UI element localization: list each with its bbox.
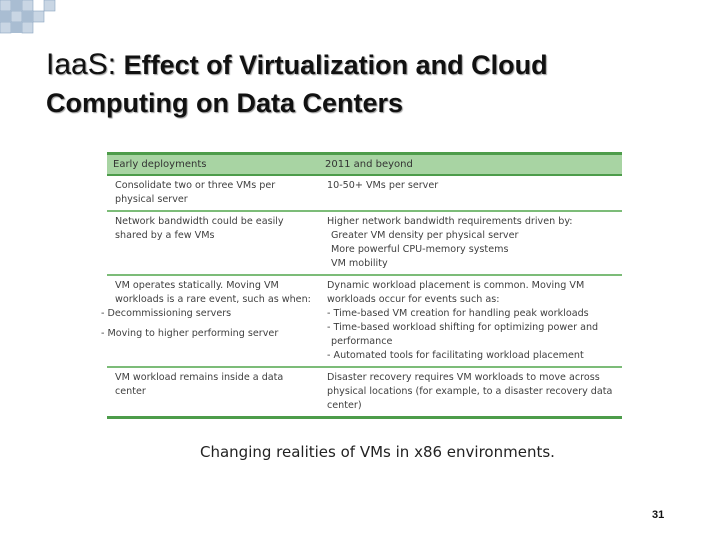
figure-caption: Changing realities of VMs in x86 environments. — [200, 443, 555, 461]
title-line2: Computing on Data Centers — [46, 88, 404, 118]
cell-text: center) — [327, 400, 362, 411]
cell-subitem: VM mobility — [331, 258, 388, 269]
header-early-deployments: Early deployments — [107, 154, 319, 176]
table-cell-left — [107, 367, 319, 418]
cell-bullet: - Automated tools for facilitating workload placement — [327, 350, 584, 361]
cell-bullet: - Decommissioning servers — [101, 308, 232, 319]
cell-text: 10-50+ VMs per server — [327, 180, 439, 191]
cell-text: Disaster recovery requires VM workloads to move across — [327, 372, 600, 383]
table-cell-right — [319, 211, 622, 275]
cell-text: physical locations (for example, to a disaster recovery data — [327, 386, 613, 397]
table-cell-left — [101, 275, 319, 367]
table-cell-left — [107, 211, 319, 275]
table-row — [107, 367, 622, 418]
slide-title — [46, 46, 706, 122]
cell-subitem: More powerful CPU-memory systems — [331, 244, 509, 255]
table-row — [107, 175, 622, 211]
cell-text: workloads is a rare event, such as when: — [115, 294, 311, 305]
table-header-row — [107, 154, 622, 176]
table-row — [107, 211, 622, 275]
decorative-checker-squares — [0, 0, 720, 40]
table-row — [107, 275, 622, 367]
cell-text: Network bandwidth could be easily — [115, 216, 284, 227]
cell-text: Dynamic workload placement is common. Moving VM — [327, 280, 585, 291]
cell-bullet: - Moving to higher performing server — [101, 328, 279, 339]
table-cell-right — [319, 367, 622, 418]
table-cell-right — [319, 275, 622, 367]
cell-text: center — [115, 386, 146, 397]
cell-subitem: Greater VM density per physical server — [331, 230, 519, 241]
cell-text: workloads occur for events such as: — [327, 294, 500, 305]
cell-text: Consolidate two or three VMs per — [115, 180, 276, 191]
comparison-table-figure — [101, 152, 622, 419]
title-line1: Effect of Virtualization and Cloud — [123, 50, 548, 80]
header-2011-beyond: 2011 and beyond — [319, 154, 622, 176]
comparison-table — [101, 152, 622, 419]
cell-text: VM operates statically. Moving VM — [115, 280, 279, 291]
cell-text: shared by a few VMs — [115, 230, 215, 241]
page-number: 31 — [652, 509, 665, 521]
cell-text: VM workload remains inside a data — [115, 372, 284, 383]
cell-bullet: - Time-based workload shifting for optimizing power and — [327, 322, 599, 333]
cell-text: Higher network bandwidth requirements driven by: — [327, 216, 573, 227]
table-cell-left — [107, 175, 319, 211]
cell-bullet: - Time-based VM creation for handling peak workloads — [327, 308, 589, 319]
title-prefix: IaaS: — [46, 48, 117, 81]
table-cell-right — [319, 175, 622, 211]
cell-text: physical server — [115, 194, 188, 205]
cell-bullet-continuation: performance — [331, 336, 393, 347]
